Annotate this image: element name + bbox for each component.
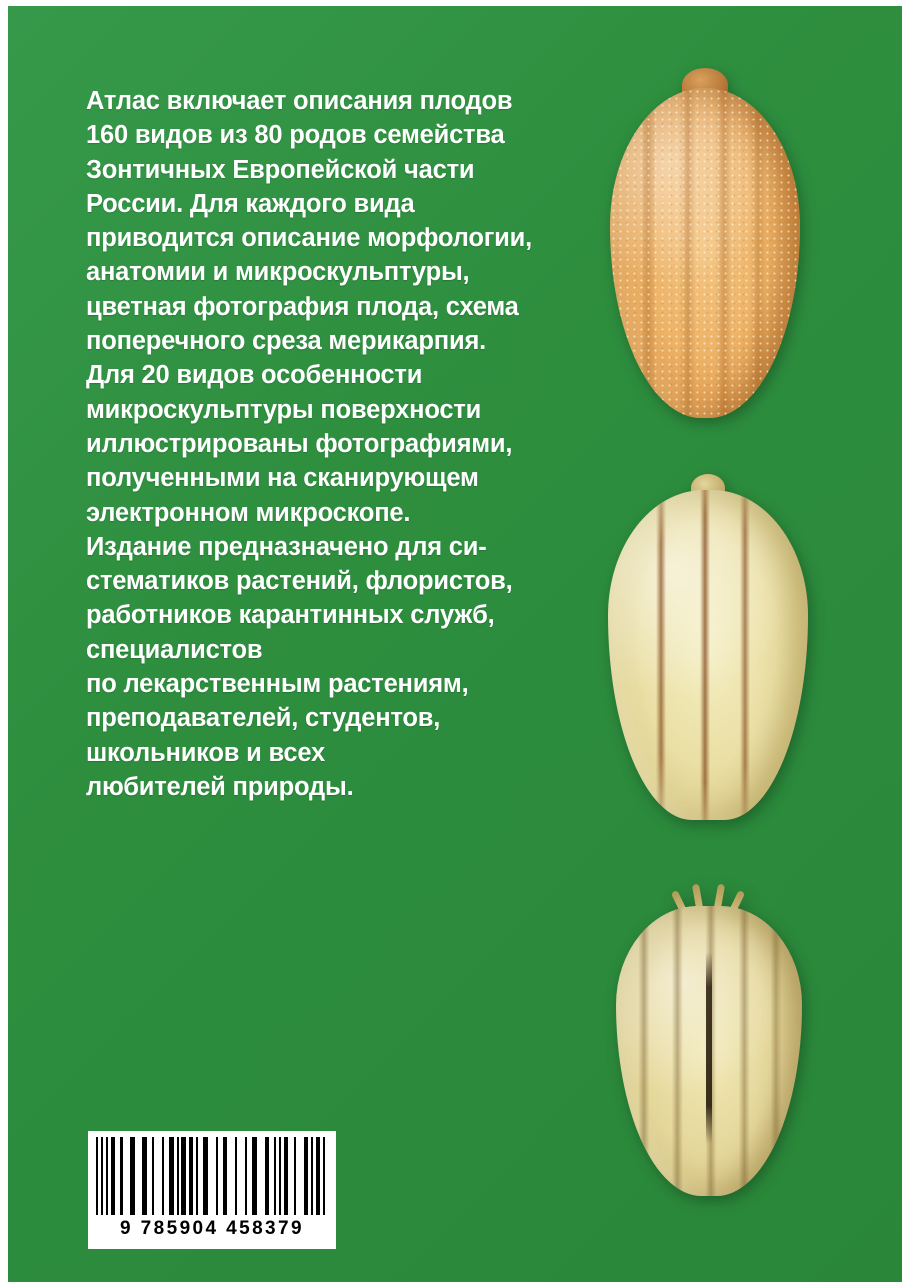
fruit-photo-pale-vittae bbox=[608, 490, 808, 820]
blurb-line: микроскульптуры поверхности bbox=[86, 395, 482, 424]
blurb-line: приводится описание морфологии, bbox=[86, 224, 532, 253]
blurb-line: стематиков растений, флористов, bbox=[86, 567, 513, 596]
blurb-line: иллюстрированы фотографиями, bbox=[86, 429, 513, 458]
blurb-line: полученными на сканирующем bbox=[86, 464, 479, 493]
blurb-line: Издание предназначено для си- bbox=[86, 532, 487, 561]
fruit-body bbox=[610, 88, 800, 418]
fruit-photo-orange-warty bbox=[610, 88, 800, 418]
blurb-line: специалистов bbox=[86, 635, 263, 664]
blurb-line: школьников и всех bbox=[86, 738, 325, 767]
blurb-line: работников карантинных служб, bbox=[86, 601, 495, 630]
blurb-line: анатомии и микроскульптуры, bbox=[86, 258, 470, 287]
book-back-cover bbox=[8, 6, 902, 1282]
blurb-line: поперечного среза мерикарпия. bbox=[86, 327, 487, 356]
fruit-photo-ribbed-styles bbox=[616, 906, 802, 1196]
fruit-body bbox=[608, 490, 808, 820]
blurb-line: России. Для каждого вида bbox=[86, 189, 415, 218]
blurb-line: по лекарственным растениям, bbox=[86, 670, 469, 699]
blurb-line: Зонтичных Европейской части bbox=[86, 155, 475, 184]
blurb-line: Для 20 видов особенности bbox=[86, 361, 423, 390]
fruit-commissure-stripe bbox=[706, 952, 712, 1143]
blurb-line: Атлас включает описания плодов bbox=[86, 87, 513, 115]
barcode bbox=[88, 1131, 336, 1249]
fruit-vittae bbox=[608, 490, 808, 820]
blurb-text bbox=[86, 84, 596, 804]
fruit-body bbox=[616, 906, 802, 1196]
blurb-line: цветная фотография плода, схема bbox=[86, 292, 519, 321]
barcode-bars bbox=[96, 1137, 328, 1215]
blurb-line: электронном микроскопе. bbox=[86, 498, 411, 527]
barcode-digits: 9 785904 458379 bbox=[120, 1218, 304, 1239]
blurb-line: преподавателей, студентов, bbox=[86, 704, 441, 733]
blurb-line: 160 видов из 80 родов семейства bbox=[86, 121, 505, 150]
fruit-surface-texture bbox=[610, 88, 800, 418]
blurb-line: любителей природы. bbox=[86, 772, 354, 801]
